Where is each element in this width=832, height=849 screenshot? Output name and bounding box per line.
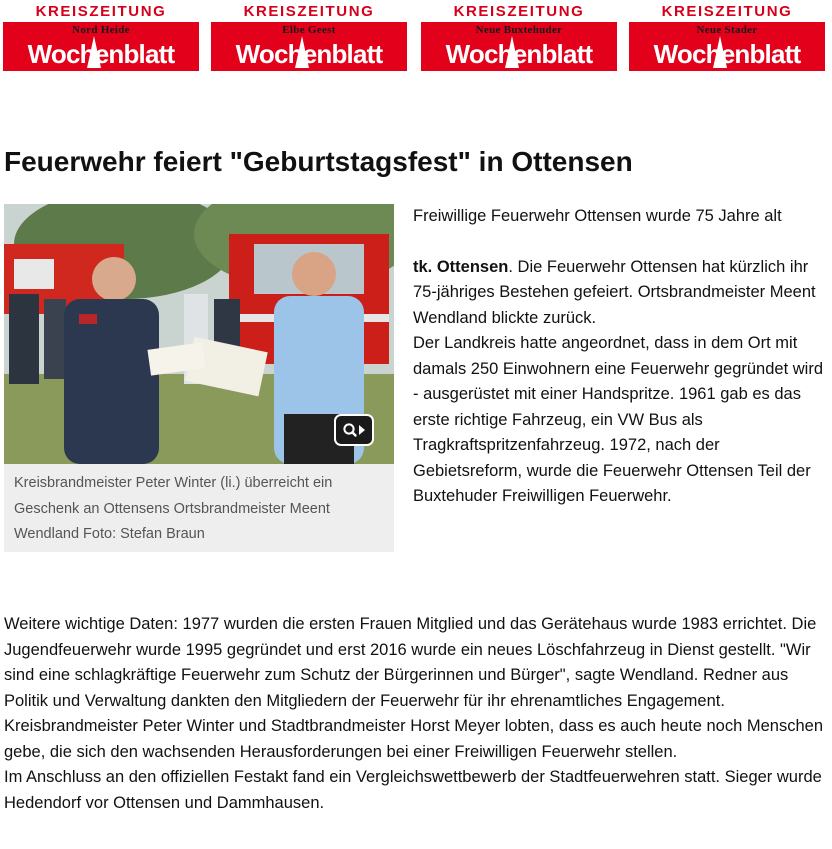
logo-region: Neue Buxtehuder	[475, 24, 563, 36]
article-paragraph: Weitere wichtige Daten: 1977 wurden die ersten Frauen Mitglied und das Gerätehaus wurde 1983 errichtet. Die Jugendfeuerwehr wurde 1995 gegründet und erst 2016 wurde ein neues Löschfahrzeug in Dienst gestellt. "Wir sind eine schlagkräftige Feuerwehr zum Schutz der Bürgerinnen und Bürger", sagte Wendland. Redner aus Politik und Verwaltung dankten den Mitgliedern der Feuerwehr für ihr ehrenamtliches Engagement. Kreisbrandmeister Peter Winter und Stadtbrandmeister Horst Meyer lobten, dass es auch heute noch Menschen gebe, die sich den wachsenden Herausforderungen bei einer Freiwilligen Feuerwehr stellen.	[4, 615, 823, 761]
article-dateline: tk. Ottensen	[413, 257, 509, 276]
article-intro	[413, 204, 825, 510]
logo-region: Nord Heide	[72, 24, 130, 36]
magnifier-icon	[342, 422, 366, 438]
logo-row	[3, 3, 829, 73]
photo-zoom-button[interactable]	[334, 414, 374, 446]
logo-brand: Wochenblatt	[653, 39, 801, 69]
article-lead	[413, 255, 825, 332]
logo-brand: Wochenblatt	[27, 39, 175, 69]
logo-top-text: KREISZEITUNG	[35, 3, 167, 20]
article-subtitle: Freiwillige Feuerwehr Ottensen wurde 75 Jahre alt	[413, 207, 782, 225]
article-lead-text: . Die Feuerwehr Ottensen hat kürzlich ihr 75-jähriges Bestehen gefeiert. Ortsbrandmeister Meent Wendland blickte zurück.	[413, 257, 816, 327]
article-body	[4, 612, 828, 816]
logo-neue-buxtehuder[interactable]	[421, 3, 617, 71]
article-photo[interactable]	[4, 204, 394, 464]
logo-neue-stader[interactable]	[629, 3, 825, 71]
article-paragraph: Der Landkreis hatte angeordnet, dass in dem Ort mit damals 250 Einwohnern eine Feuerwehr gegründet wird - ausgerüstet mit einer Handspritze. 1961 gab es das erste richtige Fahrzeug, ein VW Bus als Tragkraftspritzenfahrzeug. 1972, nach der Gebietsreform, wurde die Feuerwehr Ottensen Teil der Buxtehuder Freiwilligen Feuerwehr.	[413, 334, 823, 505]
logo-brand: Wochenblatt	[445, 39, 593, 69]
logo-elbe-geest[interactable]	[211, 3, 407, 71]
logo-brand: Wochenblatt	[235, 39, 383, 69]
logo-top-text: KREISZEITUNG	[661, 3, 793, 20]
logo-region: Neue Stader	[696, 24, 758, 36]
logo-top-text: KREISZEITUNG	[453, 3, 585, 20]
photo-caption: Kreisbrandmeister Peter Winter (li.) überreicht ein Geschenk an Ottensens Ortsbrandmeister Meent Wendland Foto: Stefan Braun	[14, 475, 333, 542]
logo-nord-heide[interactable]	[3, 3, 199, 71]
logo-top-text: KREISZEITUNG	[243, 3, 375, 20]
article-figure	[4, 204, 394, 552]
article-title: Feuerwehr feiert "Geburtstagsfest" in Ottensen	[4, 146, 633, 177]
logo-region: Elbe Geest	[282, 24, 336, 36]
article-paragraph: Im Anschluss an den offiziellen Festakt fand ein Vergleichswettbewerb der Stadtfeuerwehren statt. Sieger wurde Hedendorf vor Ottensen und Dammhausen.	[4, 768, 822, 812]
